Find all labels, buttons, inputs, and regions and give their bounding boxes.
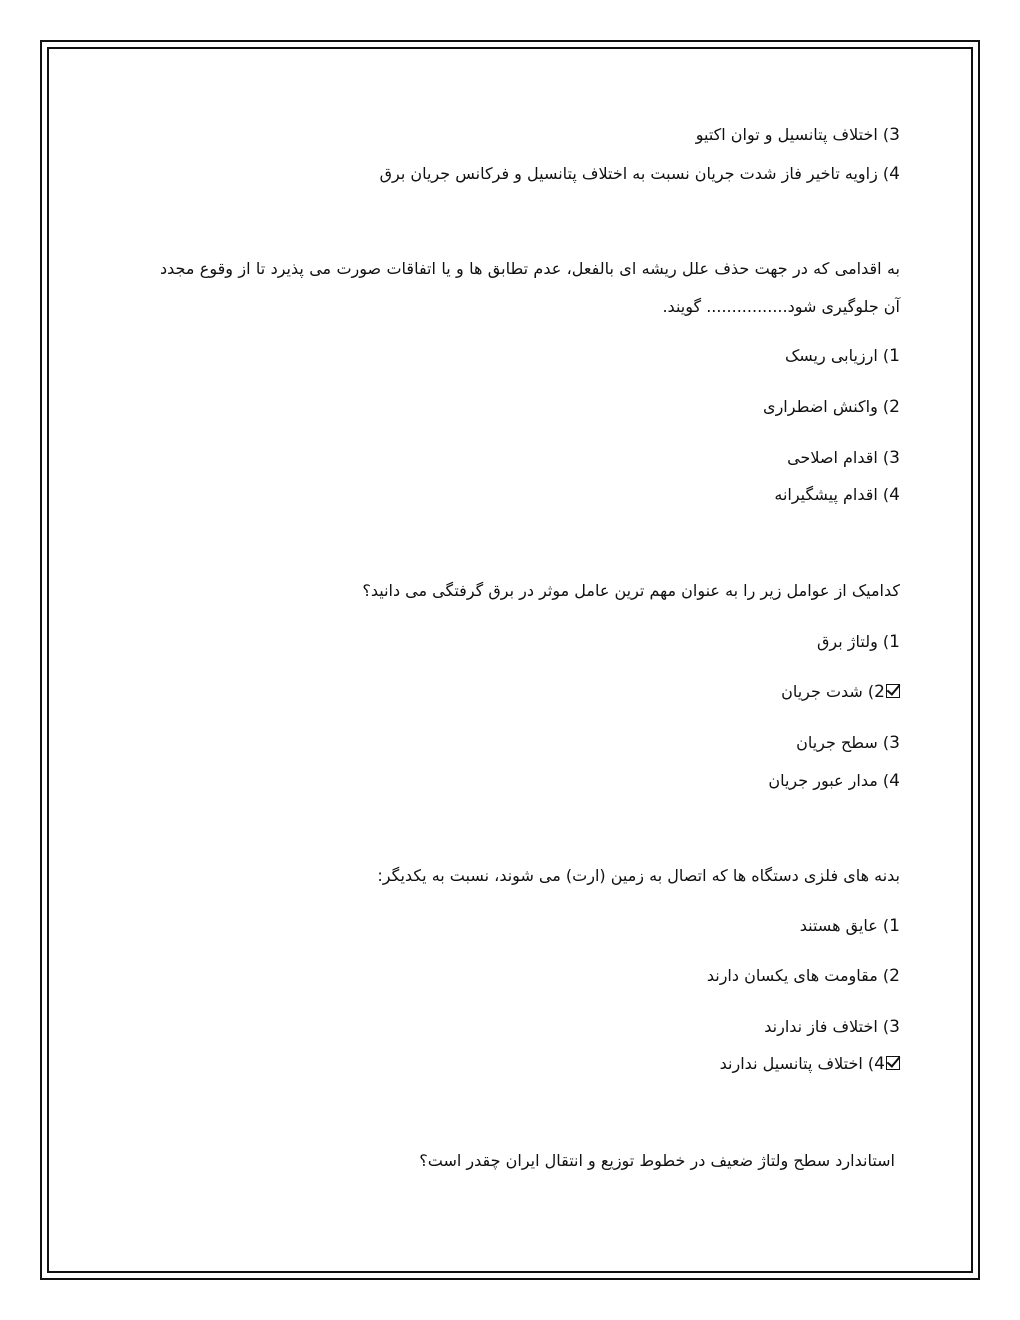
- option-number: 1: [889, 632, 900, 652]
- option-number: 3: [889, 125, 900, 145]
- option-text: اختلاف پتانسیل ندارند: [719, 1054, 863, 1073]
- option-item: [763, 396, 900, 418]
- option-text: عایق هستند: [799, 916, 878, 935]
- option-number: 1: [889, 346, 900, 366]
- option-text: سطح جریان: [796, 733, 878, 752]
- option-paren: ): [867, 1054, 875, 1073]
- option-item: [785, 345, 900, 367]
- option-paren: ): [882, 916, 890, 935]
- option-paren: ): [882, 397, 890, 416]
- option-paren: ): [882, 346, 890, 365]
- option-text: مدار عبور جریان: [768, 771, 878, 790]
- option-text: اختلاف فاز ندارند: [764, 1017, 878, 1036]
- option-item-checked: [720, 1053, 900, 1075]
- option-text: شدت جریان: [781, 682, 863, 701]
- option-item: [380, 163, 900, 185]
- option-number: 2: [874, 682, 885, 702]
- option-paren: ): [882, 966, 890, 985]
- option-paren: ): [882, 771, 890, 790]
- option-item: [696, 124, 900, 146]
- option-number: 2: [889, 966, 900, 986]
- option-item: [787, 447, 900, 469]
- option-paren: ): [882, 164, 890, 183]
- option-text: اقدام اصلاحی: [787, 448, 878, 467]
- option-text: واکنش اضطراری: [763, 397, 878, 416]
- option-item: [768, 770, 900, 792]
- option-text: ولتاژ برق: [817, 632, 878, 651]
- option-number: 3: [889, 733, 900, 753]
- option-paren: ): [882, 448, 890, 467]
- option-number: 4: [889, 164, 900, 184]
- option-text: زاویه تاخیر فاز شدت جریان نسبت به اختلاف پتانسیل و فرکانس جریان برق: [379, 164, 878, 183]
- question-text: کدامیک از عوامل زیر را به عنوان مهم ترین عامل موثر در برق گرفتگی می دانید؟: [362, 581, 900, 600]
- option-number: 4: [889, 771, 900, 791]
- option-item: [764, 1016, 900, 1038]
- checkmark-icon: [886, 684, 900, 698]
- option-text: مقاومت های یکسان دارند: [706, 966, 878, 985]
- option-text: اقدام پیشگیرانه: [774, 485, 878, 504]
- option-item: [796, 732, 900, 754]
- option-item: [707, 965, 900, 987]
- option-number: 2: [889, 397, 900, 417]
- option-number: 1: [889, 916, 900, 936]
- option-item: [817, 631, 900, 653]
- checkmark-icon: [886, 1056, 900, 1070]
- option-paren: ): [867, 682, 875, 701]
- option-text: ارزیابی ریسک: [784, 346, 878, 365]
- option-number: 4: [874, 1054, 885, 1074]
- option-item: [800, 915, 900, 937]
- page-border-inner: [47, 47, 973, 1273]
- option-paren: ): [882, 1017, 890, 1036]
- option-number: 3: [889, 448, 900, 468]
- option-number: 3: [889, 1017, 900, 1037]
- question-text: بدنه های فلزی دستگاه ها که اتصال به زمین (ارت) می شوند، نسبت به یکدیگر:: [377, 866, 900, 885]
- option-paren: ): [882, 632, 890, 651]
- option-paren: ): [882, 485, 890, 504]
- option-paren: ): [882, 125, 890, 144]
- option-item: [774, 484, 900, 506]
- option-item-checked: [781, 681, 900, 703]
- option-number: 4: [889, 485, 900, 505]
- question-text: استاندارد سطح ولتاژ ضعیف در خطوط توزیع و انتقال ایران چقدر است؟: [419, 1151, 895, 1170]
- question-text: به اقدامی که در جهت حذف علل ریشه ای بالفعل، عدم تطابق ها و یا اتفاقات صورت می پذیرد تا از وقوع مجدد آن جلوگیری شود................ گویند.: [160, 259, 900, 316]
- option-text: اختلاف پتانسیل و توان اکتیو: [695, 125, 878, 144]
- option-paren: ): [882, 733, 890, 752]
